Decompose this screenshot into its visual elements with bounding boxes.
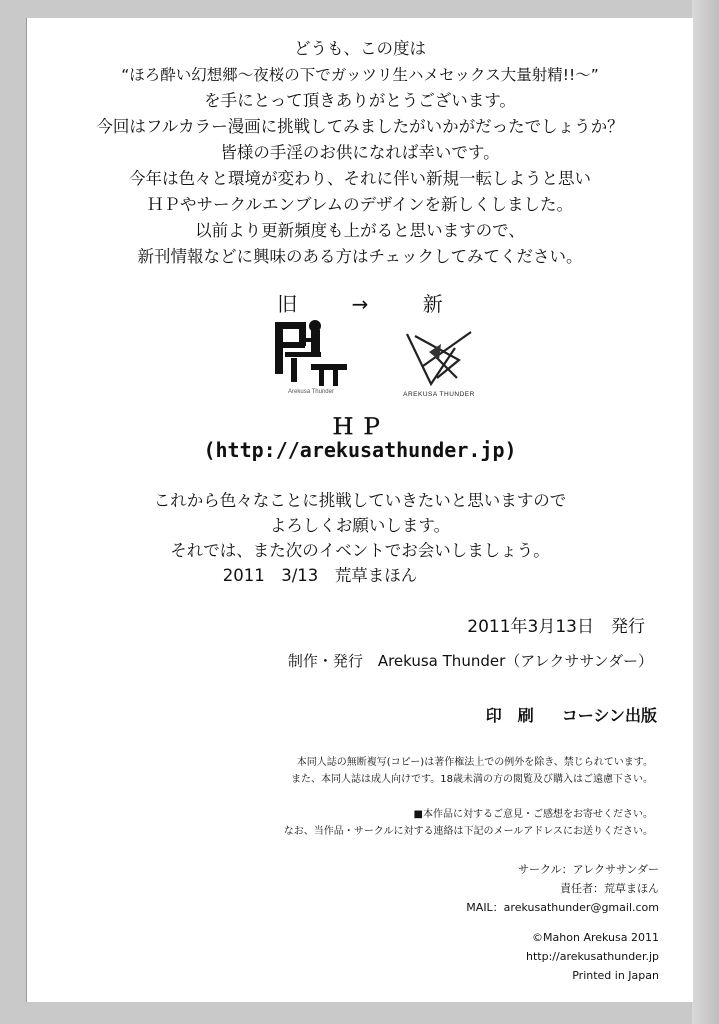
contact-line: なお、当作品・サークルに対する連絡は下記のメールアドレスにお送りください。 <box>283 826 653 837</box>
intro-line: 皆様の手淫のお供になれば幸いです。 <box>220 143 500 162</box>
old-logo-caption: Arekusa Thunder <box>288 389 334 395</box>
arrow-icon: → <box>351 292 369 316</box>
copyright-line: ©Mahon Arekusa 2011 <box>532 931 659 944</box>
contact-notice <box>284 806 653 840</box>
intro-line: どうも、この度は <box>294 39 426 58</box>
afterword-page <box>26 18 693 1002</box>
legal-notice <box>291 754 653 788</box>
website-line: http://arekusathunder.jp <box>526 950 659 963</box>
printed-line: Printed in Japan <box>572 969 659 982</box>
intro-text <box>27 36 693 270</box>
circle-mail: MAIL：arekusathunder@gmail.com <box>466 901 659 914</box>
circle-owner: 責任者：荒草まほん <box>560 882 659 895</box>
closing-line: よろしくお願いします。 <box>269 516 451 535</box>
closing-signature: 2011 3/13 荒草まほん <box>222 566 418 585</box>
intro-line: “ほろ酔い幻想郷～夜桜の下でガッツリ生ハメセックス大量射精!!～” <box>121 66 599 84</box>
page-edge-shadow <box>692 0 719 1024</box>
publication-date: 2011年3月13日 発行 <box>467 617 645 637</box>
new-logo-caption: AREKUSA THUNDER <box>403 391 475 398</box>
legal-line: 本同人誌の無断複写(コピー)は著作権法上での例外を除き、禁じられています。 <box>296 757 653 768</box>
circle-name: サークル：アレクササンダー <box>517 863 659 876</box>
printer-line <box>486 703 657 726</box>
intro-line: を手にとって頂きありがとうございます。 <box>204 91 516 110</box>
legal-line: また、本同人誌は成人向けです。18歳未満の方の閲覧及び購入はご遠慮下さい。 <box>291 774 653 785</box>
new-label: 新 <box>422 292 443 316</box>
contact-line: ■本作品に対するご意見・ご感想をお寄せください。 <box>413 809 653 820</box>
closing-line: それでは、また次のイベントでお会いしましょう。 <box>170 541 550 560</box>
closing-line: これから色々なことに挑戦していきたいと思いますので <box>153 491 567 510</box>
hp-url: (http://arekusathunder.jp) <box>203 438 517 462</box>
intro-line: 新刊情報などに興味のある方はチェックしてみてください。 <box>137 247 583 266</box>
old-label: 旧 <box>277 292 298 316</box>
intro-line: 以前より更新頻度も上がると思いますので、 <box>195 221 525 240</box>
emblem-change-row <box>27 288 693 317</box>
intro-line: ＨＰやサークルエンブレムのデザインを新しくしました。 <box>146 195 574 214</box>
intro-line: 今年は色々と環境が変わり、それに伴い新規一転しようと思い <box>129 169 591 188</box>
hp-label: ＨＰ <box>331 415 388 440</box>
new-emblem-logo <box>401 326 477 400</box>
publisher-line: 制作・発行 Arekusa Thunder（アレクササンダー） <box>287 652 653 670</box>
intro-line: 今回はフルカラー漫画に挑戦してみましたがいかがだったでしょうか？ <box>96 117 624 136</box>
printer-name: コーシン出版 <box>561 706 657 725</box>
closing-text <box>27 488 693 588</box>
copyright-block <box>526 928 659 985</box>
circle-info <box>466 860 659 917</box>
old-emblem-logo <box>271 314 351 396</box>
printer-label: 印 刷 <box>485 706 534 725</box>
